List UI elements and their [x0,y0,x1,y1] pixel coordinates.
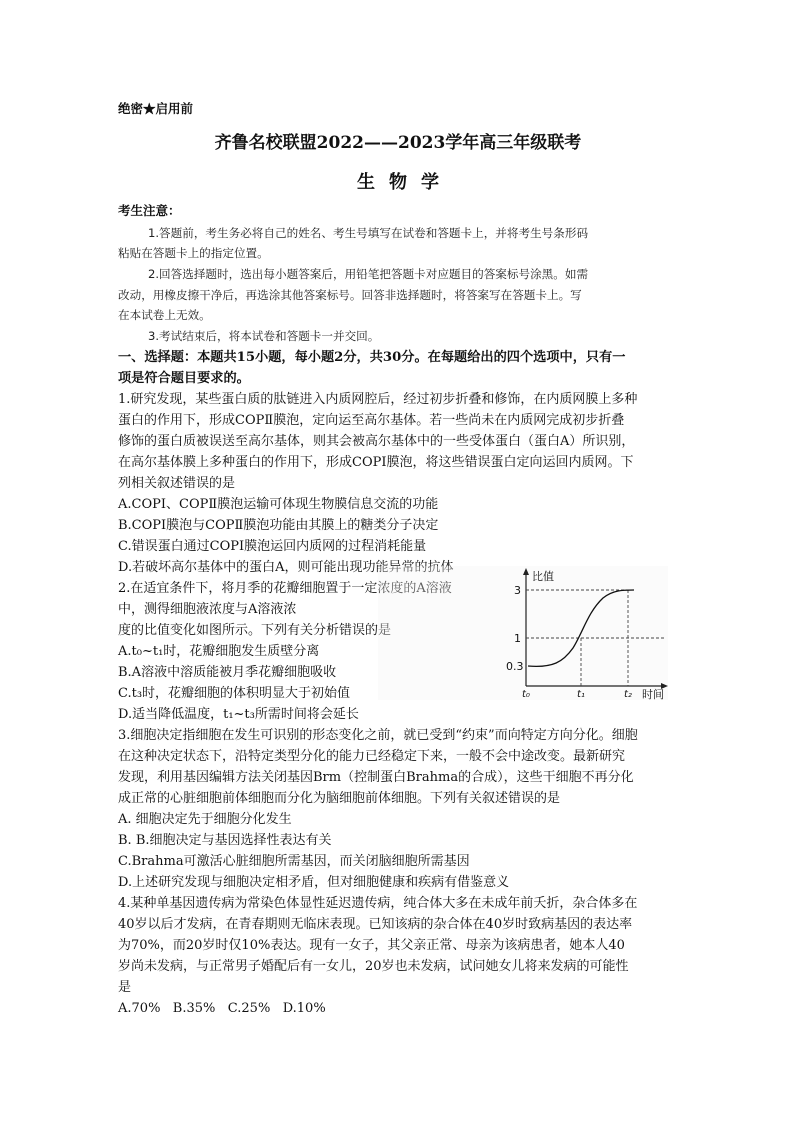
q3-stem: 成正常的心脏细胞前体细胞而分化为脑细胞前体细胞。下列有关叙述错误的是 [118,791,561,806]
q3-stem: 3.细胞决定指细胞在发生可识别的形态变化之前，就已受到“约束”而向特定方向分化。细胞 [118,728,638,743]
q2-option-b: B.A溶液中溶质能被月季花瓣细胞吸收 [118,665,337,680]
notice-line: 2.回答选择题时，选出每小题答案后，用铅笔把答题卡对应题目的答案标号涂黑。如需 [148,267,589,281]
q1-option-c: C.错误蛋白通过COPI膜泡运回内质网的过程消耗能量 [118,539,427,554]
q1-option-b: B.COPI膜泡与COPⅡ膜泡功能由其膜上的糖类分子决定 [118,518,439,533]
q1-stem: 1.研究发现，某些蛋白质的肽链进入内质网腔后，经过初步折叠和修饰，在内质网膜上多种 [118,392,638,407]
q2-stem: 2.在适宜条件下，将月季的花瓣细胞置于一定浓度的A溶液 [118,581,452,596]
q4-stem: 4.某种单基因遗传病为常染色体显性延迟遗传病，纯合体大多在未成年前夭折，杂合体多在 [118,896,638,911]
q1-stem: 列相关叙述错误的是 [118,476,236,491]
q1-option-d: D.若破坏高尔基体中的蛋白A，则可能出现功能异常的抗体 [118,560,454,575]
section-heading: 一、选择题：本题共15小题，每小题2分，共30分。在每题给出的四个选项中，只有一 [118,350,626,365]
q1-stem: 修饰的蛋白质被误送至高尔基体，则其会被高尔基体中的一些受体蛋白（蛋白A）所识别， [118,434,635,449]
notice-line: 在本试卷上无效。 [118,308,211,322]
y-tick-1: 1 [514,632,521,645]
section-heading-cont: 项是符合题目要求的。 [118,371,250,386]
q4-stem: 是 [118,980,132,995]
secret-label: 绝密★启用前 [118,101,194,116]
notice-line: 粘贴在答题卡上的指定位置。 [118,246,269,260]
notice-line: 改动，用橡皮擦干净后，再选涂其他答案标号。回答非选择题时，将答案写在答题卡上。写 [118,288,582,302]
q3-option-c: C.Brahma可激活心脏细胞所需基因，而关闭脑细胞所需基因 [118,854,470,869]
q2-option-c: C.t₃时，花瓣细胞的体积明显大于初始值 [118,686,351,701]
exam-title: 齐鲁名校联盟2022——2023学年高三年级联考 [214,133,582,153]
q4-stem: 岁尚未发病，与正常男子婚配后有一女儿，20岁也未发病，试问她女儿将来发病的可能性 [118,959,629,974]
q3-stem: 发现，利用基因编辑方法关闭基因Brm（控制蛋白Brahma的合成），这些干细胞不再分化 [118,770,634,785]
x-tick-t2: t₂ [624,689,632,700]
q2-option-d: D.适当降低温度，t₁~t₃所需时间将会延长 [118,707,359,722]
q4-stem: 为70%，而20岁时仅10%表达。现有一女子，其父亲正常、母亲为该病患者，她本人40 [118,938,625,953]
q4-options: A.70% B.35% C.25% D.10% [118,1001,326,1016]
y-tick-0-3: 0.3 [506,660,524,673]
y-tick-3: 3 [514,584,521,597]
q1-stem: 蛋白的作用下，形成COPⅡ膜泡，定向运至高尔基体。若一些尚未在内质网完成初步折叠 [118,413,625,428]
ratio-chart [378,566,668,700]
q1-option-a: A.COPI、COPⅡ膜泡运输可体现生物膜信息交流的功能 [118,497,439,512]
y-axis-label: 比值 [532,570,554,583]
q1-stem: 在高尔基体膜上多种蛋白的作用下，形成COPI膜泡，将这些错误蛋白定向运回内质网。下 [118,455,634,470]
q2-stem: 中，测得细胞液浓度与A溶液浓 [118,602,297,617]
q2-option-a: A.t₀~t₁时，花瓣细胞发生质壁分离 [118,644,320,659]
notice-heading: 考生注意： [118,203,181,218]
q3-option-a: A. 细胞决定先于细胞分化发生 [118,812,292,827]
q2-stem: 度的比值变化如图所示。下列有关分析错误的是 [118,623,392,638]
q4-stem: 40岁以后才发病，在青春期则无临床表现。已知该病的杂合体在40岁时致病基因的表达率 [118,917,633,932]
x-axis-label: 时间 [642,688,664,700]
chart-background [378,566,668,700]
q3-option-d: D.上述研究发现与细胞决定相矛盾，但对细胞健康和疾病有借鉴意义 [118,875,510,890]
x-tick-t1: t₁ [577,689,585,700]
x-tick-t0: t₀ [522,689,530,700]
notice-line: 1.答题前，考生务必将自己的姓名、考生号填写在试卷和答题卡上，并将考生号条形码 [148,226,589,240]
subject-title: 生物学 [357,172,453,193]
q3-option-b: B. B.细胞决定与基因选择性表达有关 [118,833,332,848]
notice-line: 3.考试结束后，将本试卷和答题卡一并交回。 [148,329,380,343]
q3-stem: 在这种决定状态下，沿特定类型分化的能力已经稳定下来，一般不会中途改变。最新研究 [118,749,626,764]
